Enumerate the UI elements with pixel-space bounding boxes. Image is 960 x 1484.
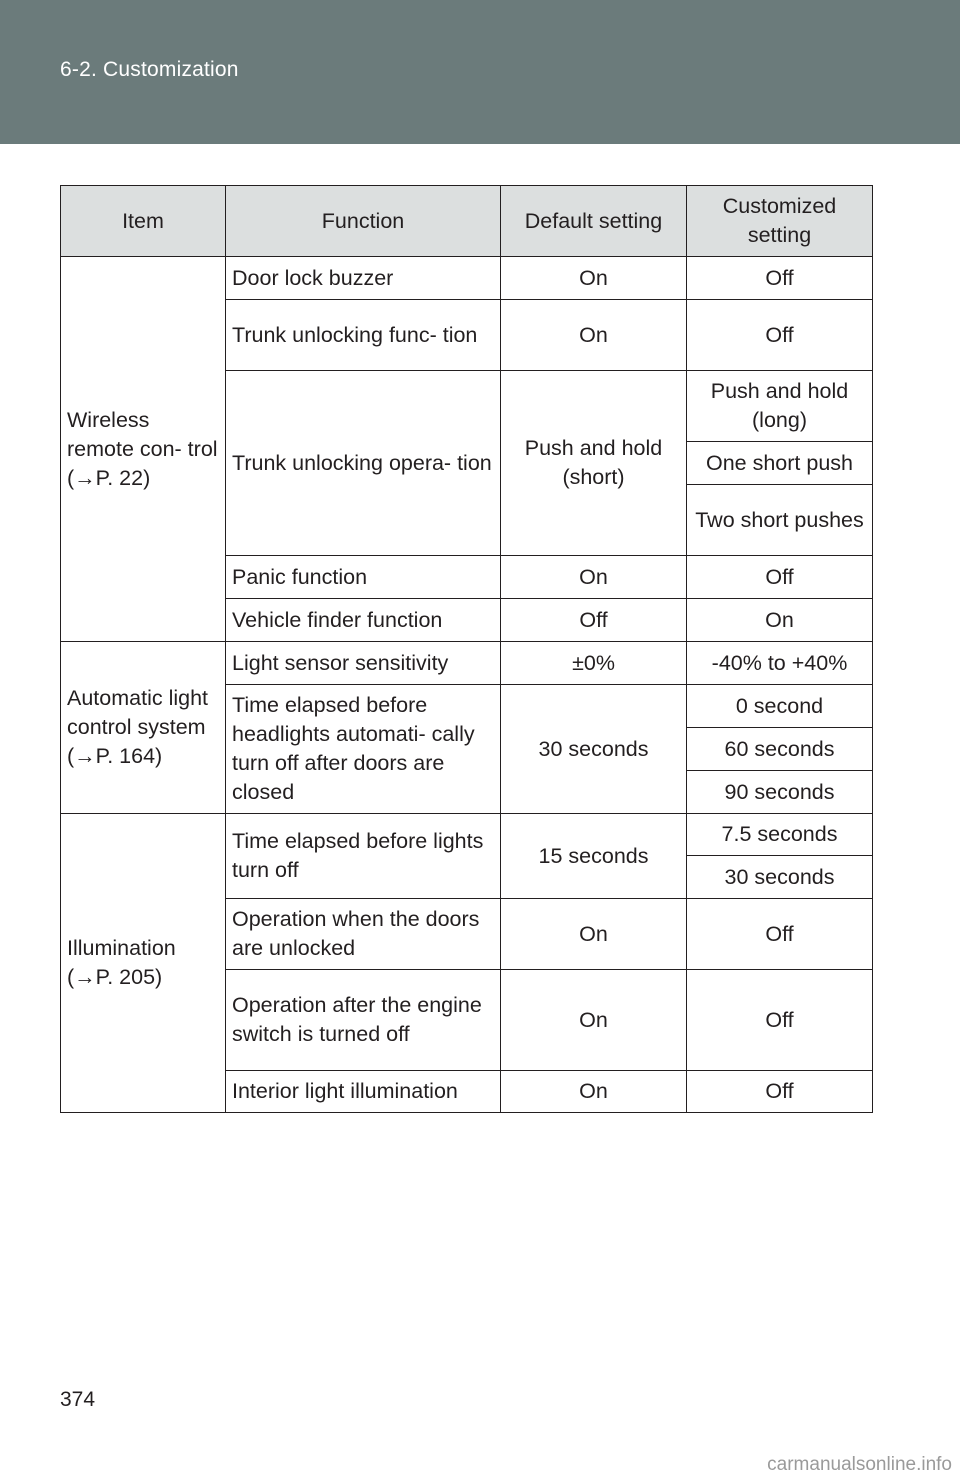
section-title: 6-2. Customization (60, 58, 239, 81)
default-cell: Push and hold (short) (501, 371, 687, 556)
header-default-setting: Default setting (501, 186, 687, 257)
default-cell: On (501, 1071, 687, 1113)
customized-cell: 90 seconds (687, 771, 873, 814)
customized-cell: Off (687, 556, 873, 599)
customized-cell: Off (687, 899, 873, 970)
header-function: Function (226, 186, 501, 257)
function-cell: Panic function (226, 556, 501, 599)
customized-cell: Two short pushes (687, 485, 873, 556)
default-cell: Off (501, 599, 687, 642)
customized-cell: 30 seconds (687, 856, 873, 899)
customized-cell: On (687, 599, 873, 642)
header-item: Item (61, 186, 226, 257)
customization-table (60, 185, 873, 1113)
function-cell: Vehicle finder function (226, 599, 501, 642)
default-cell: On (501, 899, 687, 970)
customized-cell: 0 second (687, 685, 873, 728)
customized-cell: Off (687, 1071, 873, 1113)
function-cell: Time elapsed before headlights automati- cally turn off after doors are closed (226, 685, 501, 814)
customized-cell: 7.5 seconds (687, 814, 873, 856)
customized-cell: Off (687, 300, 873, 371)
default-cell: On (501, 556, 687, 599)
item-illumination: Illumination (→P. 205) (61, 814, 226, 1113)
customized-cell: -40% to +40% (687, 642, 873, 685)
function-cell: Operation after the engine switch is turned off (226, 970, 501, 1071)
table-row (61, 257, 873, 300)
customized-cell: Push and hold (long) (687, 371, 873, 442)
header-customized-setting: Customized setting (687, 186, 873, 257)
page-number: 374 (60, 1388, 96, 1411)
customized-cell: 60 seconds (687, 728, 873, 771)
item-wireless-remote: Wireless remote con- trol (→P. 22) (61, 257, 226, 642)
function-cell: Trunk unlocking opera- tion (226, 371, 501, 556)
default-cell: ±0% (501, 642, 687, 685)
function-cell: Operation when the doors are unlocked (226, 899, 501, 970)
function-cell: Trunk unlocking func- tion (226, 300, 501, 371)
function-cell: Door lock buzzer (226, 257, 501, 300)
default-cell: On (501, 970, 687, 1071)
customized-cell: Off (687, 970, 873, 1071)
customized-cell: Off (687, 257, 873, 300)
function-cell: Interior light illumination (226, 1071, 501, 1113)
table-row (61, 642, 873, 685)
default-cell: 30 seconds (501, 685, 687, 814)
watermark: carmanualsonline.info (767, 1454, 952, 1475)
function-cell: Light sensor sensitivity (226, 642, 501, 685)
table-row (61, 814, 873, 856)
table-header-row (61, 186, 873, 257)
customized-cell: One short push (687, 442, 873, 485)
item-automatic-light-control: Automatic light control system (→P. 164) (61, 642, 226, 814)
function-cell: Time elapsed before lights turn off (226, 814, 501, 899)
default-cell: 15 seconds (501, 814, 687, 899)
default-cell: On (501, 300, 687, 371)
default-cell: On (501, 257, 687, 300)
